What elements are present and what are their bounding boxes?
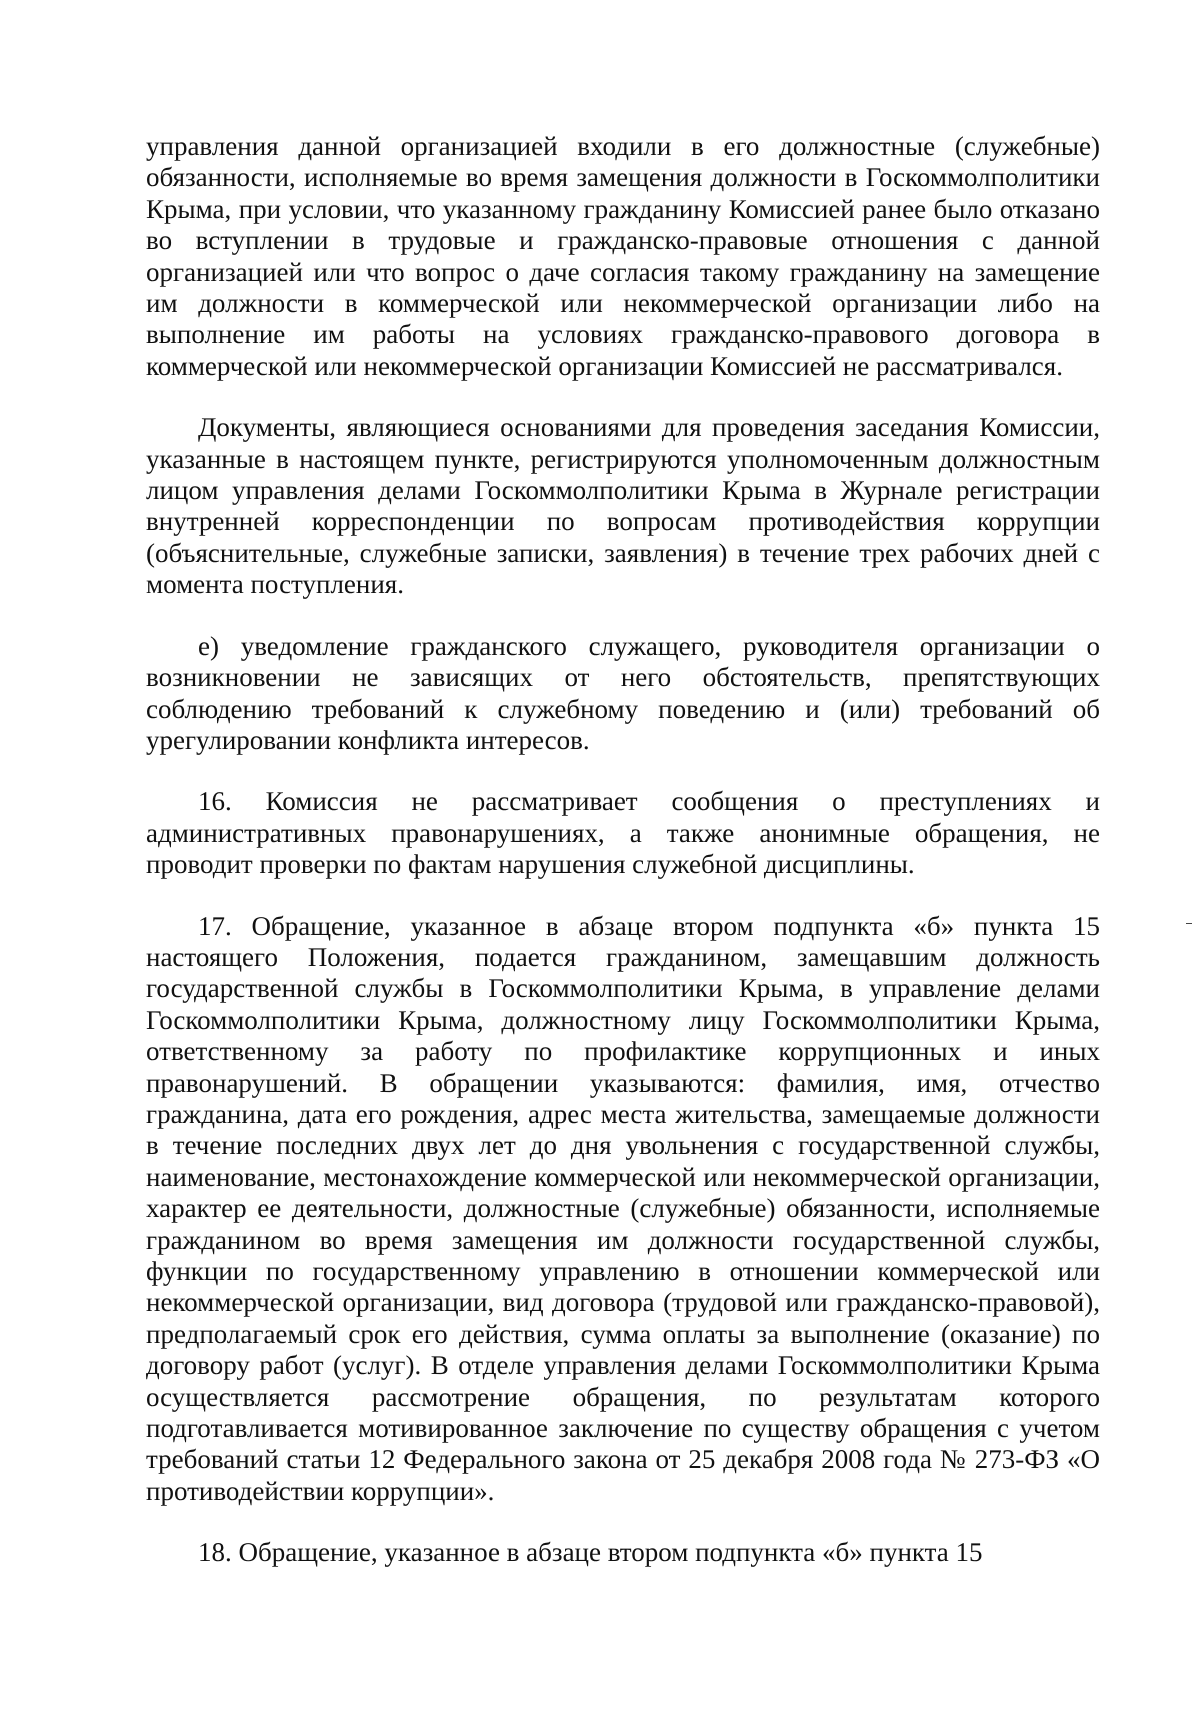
paragraph-item-16: 16. Комиссия не рассматривает сообщения о преступлениях и административных правонарушениях, а также анонимные обращения, не проводит проверки по фактам нарушения служебной дисциплины. bbox=[146, 786, 1100, 880]
paragraph-documents-registration: Документы, являющиеся основаниями для проведения заседания Комиссии, указанные в настоящем пункте, регистрируются уполномоченным должностным лицом управления делами Госкоммолполитики Крыма в Журнале регистрации внутренней корреспонденции по вопросам противодействия коррупции (объяснительные, служебные записки, заявления) в течение трех рабочих дней с момента поступления. bbox=[146, 412, 1100, 600]
scan-speck bbox=[1186, 923, 1192, 924]
paragraph-item-e: е) уведомление гражданского служащего, руководителя организации о возникновении не зависящих от него обстоятельств, препятствующих соблюдению требований к служебному поведению и (или) требований об урегулировании конфликта интересов. bbox=[146, 630, 1100, 755]
paragraph-continuation: управления данной организацией входили в его должностные (служебные) обязанности, исполняемые во время замещения должности в Госкоммолполитики Крыма, при условии, что указанному гражданину Комиссией ранее было отказано во вступлении в трудовые и гражданско-правовые отношения с данной организацией или что вопрос о даче согласия такому гражданину на замещение им должности в коммерческой или некоммерческой организации либо на выполнение им работы на условиях гражданско-правового договора в коммерческой или некоммерческой организации Комиссией не рассматривался. bbox=[146, 131, 1100, 381]
paragraph-item-18: 18. Обращение, указанное в абзаце втором подпункта «б» пункта 15 bbox=[198, 1537, 983, 1568]
document-body bbox=[146, 131, 1100, 1569]
paragraph-item-17: 17. Обращение, указанное в абзаце втором подпункта «б» пункта 15 настоящего Положения, подается гражданином, замещавшим должность государственной службы в Госкоммолполитики Крыма, в управление делами Госкоммолполитики Крыма, должностному лицу Госкоммолполитики Крыма, ответственному за работу по профилактике коррупционных и иных правонарушений. В обращении указываются: фамилия, имя, отчество гражданина, дата его рождения, адрес места жительства, замещаемые должности в течение последних двух лет до дня увольнения с государственной службы, наименование, местонахождение коммерческой или некоммерческой организации, характер ее деятельности, должностные (служебные) обязанности, исполняемые гражданином во время замещения им должности государственной службы, функции по государственному управлению в отношении коммерческой или некоммерческой организации, вид договора (трудовой или гражданско-правовой), предполагаемый срок его действия, сумма оплаты за выполнение (оказание) по договору работ (услуг). В отделе управления делами Госкоммолполитики Крыма осуществляется рассмотрение обращения, по результатам которого подготавливается мотивированное заключение по существу обращения с учетом требований статьи 12 Федерального закона от 25 декабря 2008 года № 273-ФЗ «О противодействии коррупции». bbox=[146, 910, 1100, 1506]
